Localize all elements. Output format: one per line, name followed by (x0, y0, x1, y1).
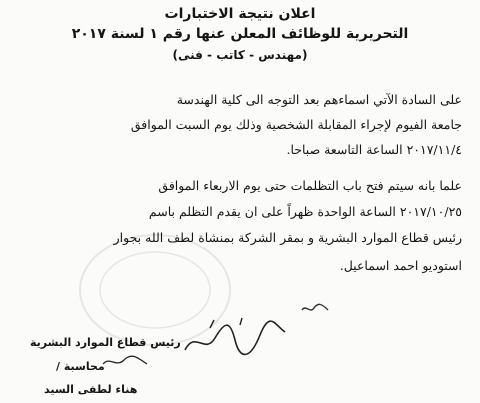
body-line-1: على السادة الآتي اسماءهم بعد التوجه الى كلية الهندسة (176, 92, 462, 107)
initial-mark (300, 300, 330, 318)
job-list: (مهندس - كاتب - فنى) (172, 48, 308, 62)
body-line-5: ٢٠١٧/١٠/٢٥ الساعة الواحدة ظهراً على ان يقدم التظلم باسم (148, 204, 462, 219)
announcement-subtitle: التحريرية للوظائف المعلن عنها رقم ١ لسنة ٢٠١٧ (71, 26, 409, 42)
role-signature-scribble (100, 352, 150, 372)
signatory-role: محاسبة / (56, 360, 105, 373)
signatory-title: رئيس قطاع الموارد البشرية (30, 336, 181, 349)
signatory-name: هناء لطفى السيد (44, 383, 138, 396)
announcement-title: اعلان نتيجة الاختبارات (164, 6, 316, 22)
body-line-4: علما بانه سيتم فتح باب التظلمات حتى يوم الاربعاء الموافق (158, 178, 462, 193)
body-line-7: استوديو احمد اسماعيل. (339, 258, 462, 273)
body-line-6: رئيس قطاع الموارد البشرية و بمقر الشركة بمنشاة لطف الله بجوار (113, 230, 462, 245)
body-line-3: ٢٠١٧/١١/٤ الساعة التاسعة صباحا. (286, 142, 462, 157)
handwritten-signature (180, 310, 290, 365)
body-line-2: جامعة الفيوم لإجراء المقابلة الشخصية وذلك يوم السبت الموافق (130, 117, 462, 132)
